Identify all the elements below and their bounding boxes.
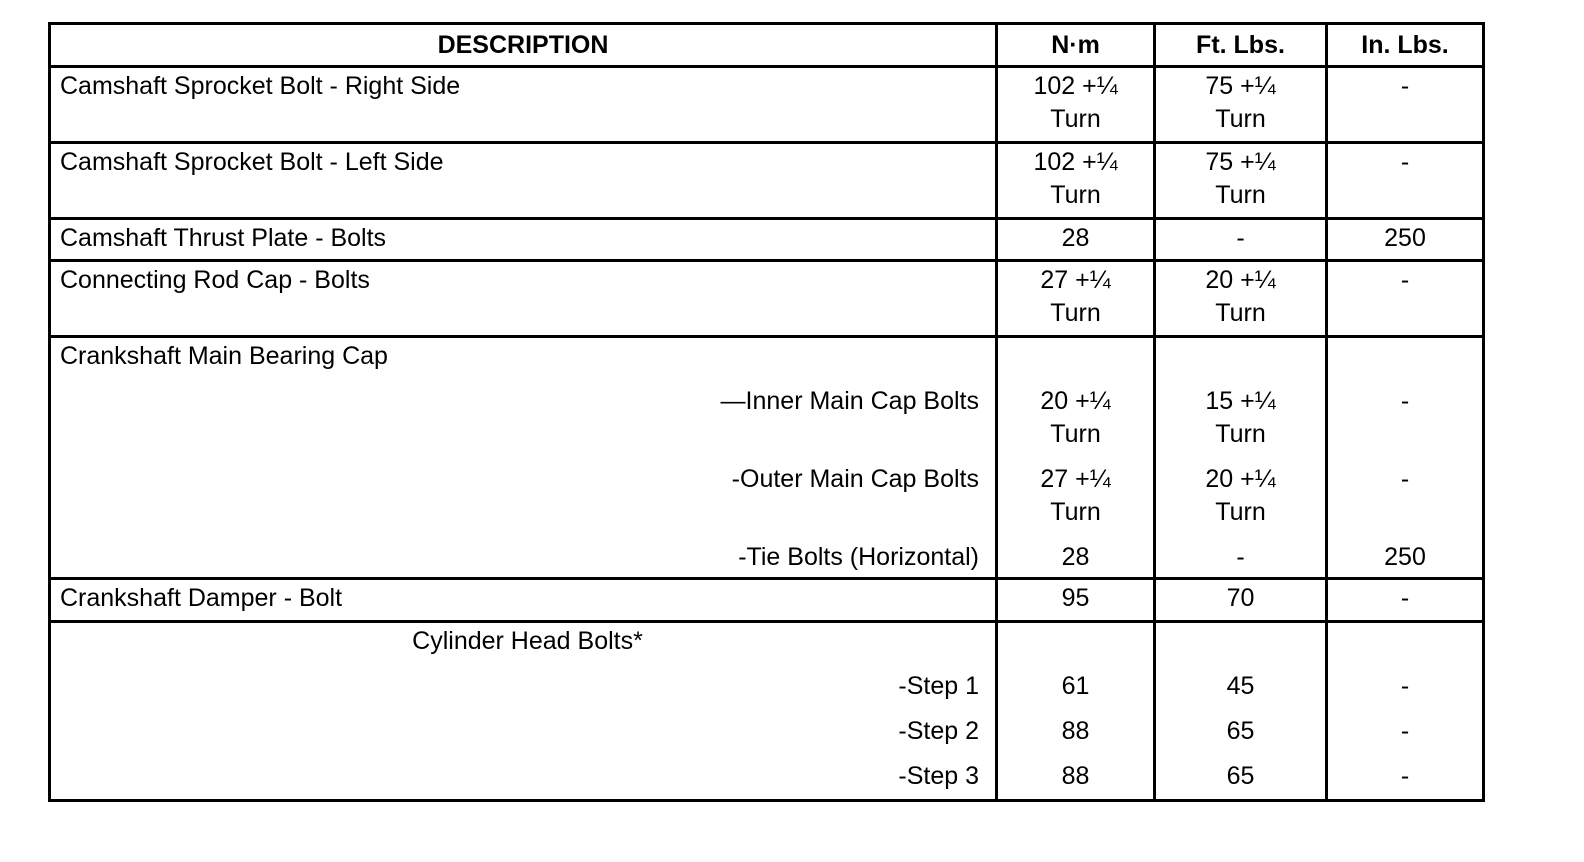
nm-cell — [997, 143, 1155, 219]
value: 65 — [1226, 762, 1255, 790]
value: 102 +¼ — [1033, 148, 1118, 176]
value: 88 — [1061, 762, 1090, 790]
in-cell: 250 — [1327, 219, 1484, 261]
value: - — [1400, 387, 1410, 415]
ft-cell — [1155, 337, 1327, 579]
sub-description: -Tie Bolts (Horizontal) — [738, 543, 979, 571]
value: 61 — [1061, 672, 1090, 700]
table-row — [50, 143, 1484, 219]
header-ft-lbs: Ft. Lbs. — [1155, 24, 1327, 67]
nm-cell — [997, 622, 1155, 801]
value: 15 +¼ — [1205, 387, 1276, 415]
value: Turn — [1050, 105, 1101, 133]
sub-description: -Step 2 — [898, 717, 979, 745]
value: Turn — [1215, 498, 1266, 526]
value: Turn — [1215, 181, 1266, 209]
value: 28 — [1061, 543, 1090, 571]
value: 102 +¼ — [1033, 72, 1118, 100]
header-row — [50, 24, 1484, 67]
value: - — [1400, 717, 1410, 745]
value: 65 — [1226, 717, 1255, 745]
group-title: Crankshaft Main Bearing Cap — [60, 342, 388, 370]
value: - — [1236, 543, 1245, 571]
description-cell — [50, 337, 997, 579]
value: Turn — [1050, 299, 1101, 327]
description-cell — [50, 622, 997, 801]
nm-cell — [997, 67, 1155, 143]
nm-cell: 28 — [997, 219, 1155, 261]
ft-cell — [1155, 622, 1327, 801]
header-in-lbs: In. Lbs. — [1327, 24, 1484, 67]
value: 27 +¼ — [1040, 465, 1111, 493]
value: Turn — [1050, 498, 1101, 526]
description-cell: Camshaft Thrust Plate - Bolts — [50, 219, 997, 261]
nm-cell — [997, 337, 1155, 579]
in-cell — [1327, 337, 1484, 579]
nm-cell — [997, 261, 1155, 337]
sub-description: -Outer Main Cap Bolts — [731, 465, 979, 493]
value: 75 +¼ — [1205, 72, 1276, 100]
value: 75 +¼ — [1205, 148, 1276, 176]
value: 45 — [1226, 672, 1255, 700]
in-cell: - — [1327, 67, 1484, 143]
ft-cell: 70 — [1155, 579, 1327, 622]
value: 20 +¼ — [1205, 266, 1276, 294]
table-row — [50, 219, 1484, 261]
value: 250 — [1384, 543, 1426, 571]
description-cell: Camshaft Sprocket Bolt - Right Side — [50, 67, 997, 143]
value: - — [1400, 672, 1410, 700]
value: 27 +¼ — [1040, 266, 1111, 294]
table-row — [50, 622, 1484, 801]
value: - — [1400, 465, 1410, 493]
value: 20 +¼ — [1205, 465, 1276, 493]
nm-cell: 95 — [997, 579, 1155, 622]
table-row — [50, 261, 1484, 337]
value: - — [1400, 762, 1410, 790]
ft-cell — [1155, 67, 1327, 143]
value: Turn — [1050, 420, 1101, 448]
table-row — [50, 337, 1484, 579]
table-row — [50, 67, 1484, 143]
ft-cell — [1155, 143, 1327, 219]
sub-description: —Inner Main Cap Bolts — [720, 387, 979, 415]
value: Turn — [1215, 420, 1266, 448]
in-cell: - — [1327, 143, 1484, 219]
value: 20 +¼ — [1040, 387, 1111, 415]
table-row — [50, 579, 1484, 622]
description-cell: Crankshaft Damper - Bolt — [50, 579, 997, 622]
sub-description: -Step 1 — [898, 672, 979, 700]
description-cell: Connecting Rod Cap - Bolts — [50, 261, 997, 337]
group-title: Cylinder Head Bolts* — [412, 627, 643, 655]
ft-cell: - — [1155, 219, 1327, 261]
header-description: DESCRIPTION — [50, 24, 997, 67]
value: Turn — [1050, 181, 1101, 209]
in-cell: - — [1327, 579, 1484, 622]
value: Turn — [1215, 299, 1266, 327]
ft-cell — [1155, 261, 1327, 337]
in-cell — [1327, 622, 1484, 801]
value: Turn — [1215, 105, 1266, 133]
description-cell: Camshaft Sprocket Bolt - Left Side — [50, 143, 997, 219]
header-nm: N·m — [997, 24, 1155, 67]
torque-spec-table — [48, 22, 1485, 802]
in-cell: - — [1327, 261, 1484, 337]
value: 88 — [1061, 717, 1090, 745]
sub-description: -Step 3 — [898, 762, 979, 790]
